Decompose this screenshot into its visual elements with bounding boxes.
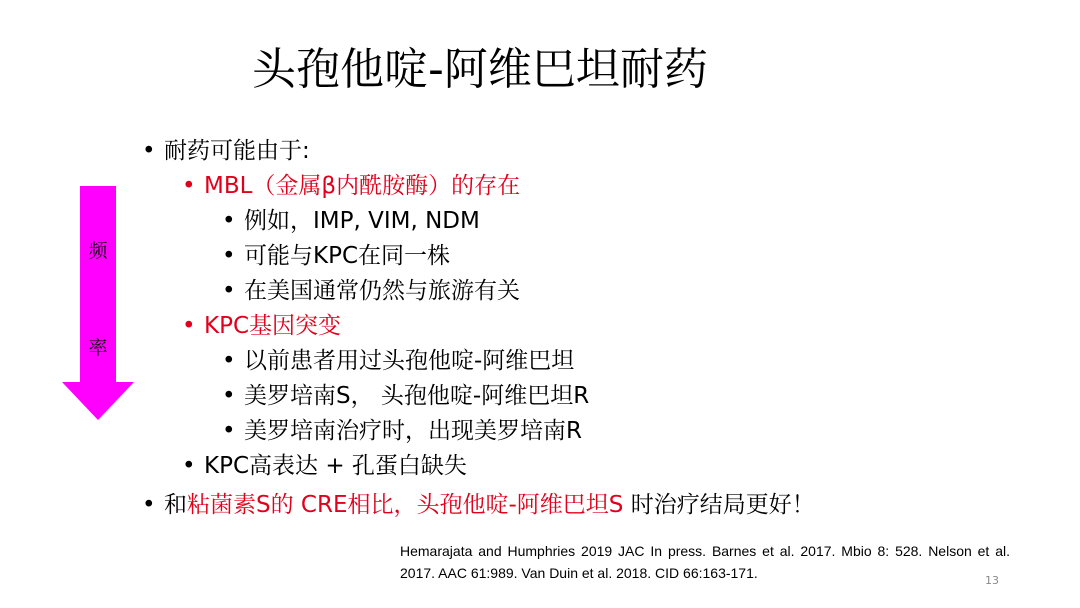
arrow-label-top: 频 [88,240,108,262]
bullet-text: 在美国通常仍然与旅游有关 [244,278,520,304]
list-item [142,134,1042,169]
list-item [142,204,1042,239]
bullet-dot: • [222,418,236,444]
conclusion-highlight: 粘菌素S的 CRE相比，头孢他啶-阿维巴坦S [187,492,624,518]
reference-citation: Hemarajata and Humphries 2019 JAC In press. Barnes et al. 2017. Mbio 8: 528. Nelson et al. 2017. AAC 61:989. Van Duin et al. 2018. CID 66:163-171. [400,543,1010,581]
bullet-text: 美罗培南S， 头孢他啶-阿维巴坦R [244,383,590,409]
list-item [142,169,1042,204]
bullet-list [142,134,1042,523]
list-item [142,414,1042,449]
frequency-down-arrow-icon [62,186,134,420]
bullet-text: 以前患者用过头孢他啶-阿维巴坦 [244,348,575,374]
bullet-dot: • [222,383,236,409]
list-item [142,309,1042,344]
bullet-text: 可能与KPC在同一株 [244,243,451,269]
conclusion-part-1: 和 [164,492,187,518]
bullet-text: KPC基因突变 [204,313,342,339]
bullet-text: 例如，IMP, VIM, NDM [244,208,480,234]
bullet-text: 美罗培南治疗时，出现美罗培南R [244,418,582,444]
bullet-dot: • [222,348,236,374]
list-item [142,379,1042,414]
conclusion-text [164,488,815,523]
bullet-text: KPC高表达 + 孔蛋白缺失 [204,453,467,479]
bullet-dot: • [222,243,236,269]
list-item [142,449,1042,484]
bullet-dot: • [222,278,236,304]
bullet-dot: • [142,492,156,518]
list-item [142,344,1042,379]
list-item [142,239,1042,274]
conclusion-part-3: 时治疗结局更好！ [623,492,815,518]
conclusion-item [142,488,1042,523]
slide-title: 头孢他啶-阿维巴坦耐药 [252,44,708,95]
bullet-dot: • [182,313,196,339]
bullet-text: MBL（金属β内酰胺酶）的存在 [204,173,521,199]
arrow-label-bottom: 率 [88,337,108,359]
bullet-dot: • [222,208,236,234]
list-item [142,274,1042,309]
page-number: 13 [985,574,999,587]
bullet-text: 耐药可能由于: [164,138,310,164]
bullet-dot: • [142,138,156,164]
bullet-dot: • [182,173,196,199]
bullet-dot: • [182,453,196,479]
